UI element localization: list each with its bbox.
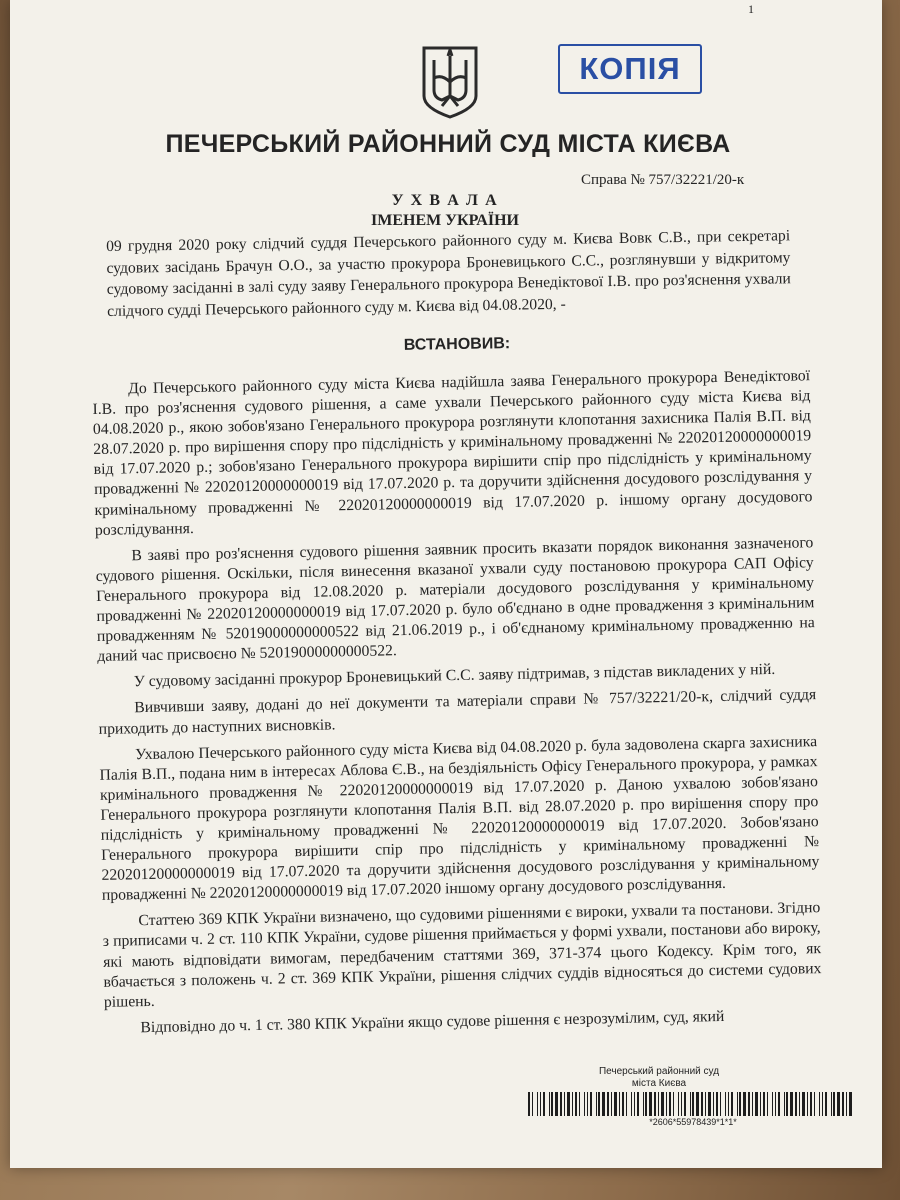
document-page xyxy=(10,0,882,1168)
barcode-bar xyxy=(755,1092,758,1116)
paragraph: У судовому засіданні прокурор Броневицький С.С. заяву підтримав, з підстав викладених у ній. xyxy=(133,661,776,691)
barcode-bar xyxy=(537,1092,538,1116)
barcode-bar xyxy=(720,1092,721,1116)
barcode-bar xyxy=(614,1092,617,1116)
copy-stamp: КОПІЯ xyxy=(558,44,702,94)
barcode-bar xyxy=(849,1092,852,1116)
paragraph: До Печерського районного суду міста Києва надійшла заява Генерального прокурора Венедіктової І.В. про роз'яснення судового рішення, а саме ухвали Печерського районного суду міста Києва від 04.08.2020 р., якою зобов'язано Генерального прокурора розглянути клопотання захисника Палія В.П. від 28.07.2020 р. про вирішення спору про підслідність у кримінальному провадженні № 22020120000000019 від 17.07.2020 р.; зобов'язано Генерального прокурора вирішити спір про підслідність у кримінальному провадженні № 22020120000000019 від 17.07.2020 р. та доручити здійснення досудового розслідування у кримінальному провадженні № 22020120000000019 від 17.07.2020 р. іншому органу досудового розслідування. xyxy=(92,367,813,539)
coat-of-arms-icon xyxy=(418,44,482,120)
barcode-bar xyxy=(634,1092,635,1116)
barcode-bar xyxy=(692,1092,694,1116)
barcode-bar xyxy=(590,1092,592,1116)
barcode-bar xyxy=(551,1092,553,1116)
barcode-bar xyxy=(833,1092,835,1116)
barcode-bar xyxy=(814,1092,815,1116)
barcode-bar xyxy=(611,1092,612,1116)
barcode-bar xyxy=(778,1092,780,1116)
barcode-bar xyxy=(786,1092,788,1116)
barcode-number: *2606*55978439*1*1* xyxy=(649,1117,737,1127)
barcode-bar xyxy=(708,1092,711,1116)
section-heading: ВСТАНОВИВ: xyxy=(403,335,511,354)
barcode-bar xyxy=(564,1092,565,1116)
barcode-bar xyxy=(673,1092,674,1116)
barcode-bar xyxy=(555,1092,558,1116)
footer-court-label xyxy=(574,1066,744,1090)
document-type: У Х В А Л А xyxy=(391,192,499,209)
barcode-bar xyxy=(645,1092,647,1116)
barcode-bar xyxy=(728,1092,729,1116)
barcode-bar xyxy=(772,1092,773,1116)
barcode-bar xyxy=(846,1092,847,1116)
barcode-bar xyxy=(681,1092,682,1116)
paragraph: Ухвалою Печерського районного суду міста Києва від 04.08.2020 р. була задоволена скарга захисника Палія В.П., подана ним в інтересах Аблова Є.В., на бездіяльність Офісу Генерального прокурора, у рамках кримінального провадження № 22020120000000019 від 17.07.2020 р. Даною ухвалою зобов'язано Генерального прокурора розглянути клопотання Палія В.П. від 28.07.2020 р. про вирішення спору про підслідність у кримінальному провадженні № 22020120000000019 від 17.07.2020. Зобов'язано Генерального прокурора вирішити спір про підслідність у кримінальному провадженні № 22020120000000019 від 17.07.2020 та доручити здійснення досудового розслідування у кримінальному провадженні № 22020120000000019 від 17.07.2020 іншому органу досудового розслідування. xyxy=(99,732,820,905)
barcode-bar xyxy=(713,1092,714,1116)
barcode-bar xyxy=(654,1092,656,1116)
document-body xyxy=(92,366,823,1045)
barcode-bar xyxy=(649,1092,652,1116)
paragraph: Відповідно до ч. 1 ст. 380 КПК України якщо судове рішення є незрозумілим, суд, який xyxy=(140,1007,725,1037)
barcode-bar xyxy=(666,1092,667,1116)
barcode-bar xyxy=(696,1092,699,1116)
barcode-bar xyxy=(739,1092,741,1116)
footer-court-line: Печерський районний суд xyxy=(598,1066,720,1077)
barcode-bar xyxy=(837,1092,840,1116)
barcode-bar xyxy=(598,1092,600,1116)
barcode-bar xyxy=(822,1092,823,1116)
barcode-bar xyxy=(658,1092,659,1116)
barcode-bar xyxy=(528,1092,530,1116)
paragraph: Вивчивши заяву, додані до неї документи та матеріали справи № 757/32221/20-к, слідчий суддя приходить до наступних висновків. xyxy=(98,686,817,738)
barcode-bar xyxy=(540,1092,541,1116)
barcode-bar xyxy=(572,1092,573,1116)
barcode-bar xyxy=(643,1092,644,1116)
barcode-bar xyxy=(575,1092,577,1116)
barcode-bar xyxy=(795,1092,797,1116)
barcode-bar xyxy=(743,1092,746,1116)
barcode xyxy=(528,1092,858,1116)
barcode-bar xyxy=(705,1092,706,1116)
barcode-bar xyxy=(725,1092,726,1116)
barcode-bar xyxy=(802,1092,805,1116)
barcode-bar xyxy=(763,1092,765,1116)
barcode-bar xyxy=(579,1092,580,1116)
court-name: ПЕЧЕРСЬКИЙ РАЙОННИЙ СУД МІСТА КИЄВА xyxy=(165,130,731,158)
barcode-bar xyxy=(752,1092,753,1116)
barcode-bar xyxy=(807,1092,808,1116)
barcode-bar xyxy=(819,1092,820,1116)
barcode-bar xyxy=(549,1092,550,1116)
barcode-bar xyxy=(607,1092,609,1116)
barcode-bar xyxy=(748,1092,750,1116)
barcode-bar xyxy=(543,1092,545,1116)
barcode-bar xyxy=(684,1092,686,1116)
barcode-bar xyxy=(596,1092,597,1116)
paragraph: В заяві про роз'яснення судового рішення заявник просить вказати порядок виконання зазначеного судового рішення. Оскільки, після винесення вказаної ухвали суду постановою прокурора САП Офісу Генерального прокурора від 12.08.2020 р. матеріали досудового розслідування у кримінальному провадженні № 22020120000000019 від 17.07.2020 р. було об'єднано в одне провадження з кримінальним провадженням № 52019000000000522 від 21.06.2019 р., і об'єднаному кримінальному провадженню на даний час присвоєно № 52019000000000522. xyxy=(95,533,815,666)
barcode-bar xyxy=(678,1092,679,1116)
barcode-bar xyxy=(619,1092,620,1116)
barcode-bar xyxy=(760,1092,761,1116)
barcode-bar xyxy=(567,1092,570,1116)
barcode-bar xyxy=(669,1092,671,1116)
paragraph: Статтею 369 КПК України визначено, що судовими рішеннями є вироки, ухвали та постанови. Згідно з приписами ч. 2 ст. 110 КПК України, судове рішення приймається у формі ухвали, постанови або вироку, які мають відповідати вимогам, передбаченим статтями 369, 371-374 цього Кодексу. Крім того, як вбачається з положень ч. 2 ст. 369 КПК України, рішення слідчих суддів відносяться до системи судових рішень. xyxy=(102,899,822,1011)
barcode-bar xyxy=(810,1092,812,1116)
barcode-bar xyxy=(716,1092,718,1116)
barcode-bar xyxy=(532,1092,533,1116)
barcode-bar xyxy=(731,1092,733,1116)
page-number: 1 xyxy=(748,2,754,16)
barcode-bar xyxy=(842,1092,844,1116)
barcode-bar xyxy=(701,1092,703,1116)
barcode-bar xyxy=(737,1092,738,1116)
barcode-bar xyxy=(831,1092,832,1116)
barcode-bar xyxy=(767,1092,768,1116)
barcode-bar xyxy=(584,1092,585,1116)
barcode-bar xyxy=(631,1092,632,1116)
barcode-bar xyxy=(587,1092,588,1116)
barcode-bar xyxy=(825,1092,827,1116)
barcode-bar xyxy=(661,1092,664,1116)
intro-paragraph: 09 грудня 2020 року слідчий суддя Печерського районного суду м. Києва Вовк С.В., при секретарі судових засідань Брачун О.О., за участю прокурора Броневицького С.С., розглянувши у відкритому судовому засіданні в залі суду заяву Генерального прокурора Венедіктової І.В. про роз'яснення ухвали слідчого судді Печерського районного суду м. Києва від 04.08.2020, - xyxy=(106,227,791,320)
barcode-bar xyxy=(622,1092,624,1116)
document-subtitle: ІМЕНЕМ УКРАЇНИ xyxy=(371,212,519,229)
footer-court-line: міста Києва xyxy=(631,1078,687,1089)
barcode-bar xyxy=(690,1092,691,1116)
barcode-bar xyxy=(784,1092,785,1116)
barcode-bar xyxy=(637,1092,639,1116)
barcode-bar xyxy=(560,1092,562,1116)
barcode-bar xyxy=(626,1092,627,1116)
case-number: Справа № 757/32221/20-к xyxy=(581,172,745,188)
barcode-bar xyxy=(799,1092,800,1116)
barcode-bar xyxy=(790,1092,793,1116)
barcode-bar xyxy=(775,1092,776,1116)
barcode-bar xyxy=(602,1092,605,1116)
